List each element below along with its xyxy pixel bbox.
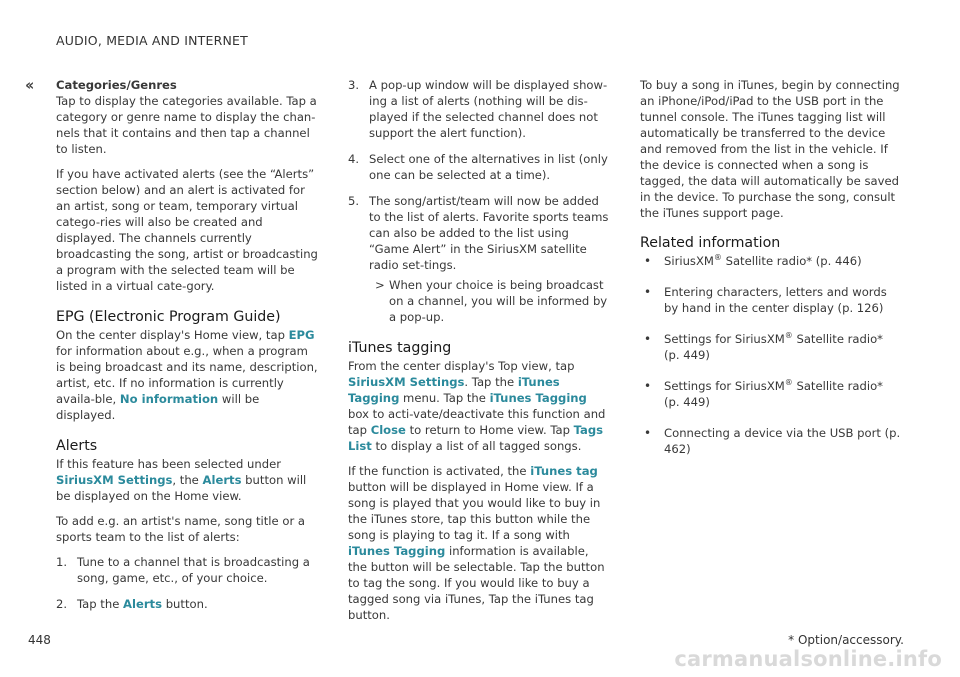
- itunes-tagging-heading: iTunes tagging: [348, 340, 452, 356]
- related-link-entering-characters[interactable]: • Entering characters, letters and words by hand in the center display (p. 126): [644, 285, 887, 315]
- column-3: [640, 77, 902, 472]
- related-information-list: [640, 253, 902, 457]
- alerts-steps-list-continued: [348, 77, 610, 325]
- alerts-steps-list: [56, 554, 318, 612]
- bullet-icon: •: [644, 426, 652, 440]
- siriusxm-settings-ui-label: SiriusXM Settings: [56, 473, 173, 487]
- related-link-usb-connection[interactable]: • Connecting a device via the USB port (p. 462): [644, 426, 901, 456]
- bullet-icon: •: [644, 379, 652, 393]
- categories-heading: Categories/Genres: [56, 78, 177, 92]
- itunes-tagging-paragraph: From the center display's Top view, tap SiriusXM Settings. Tap the iTunes Tagging menu. Tap the iTunes Tagging box to acti-vate/deactivate this function and tap Close to return to Home view. Tap Tags List to display a list of all tagged songs.: [348, 359, 606, 453]
- bullet-icon: •: [644, 332, 652, 346]
- alerts-paragraph: If this feature has been selected under SiriusXM Settings, the Alerts button will be displayed on the Home view.: [56, 457, 307, 503]
- result-arrow-icon: >: [375, 278, 385, 292]
- epg-ui-label: EPG: [288, 328, 315, 342]
- column-2: [348, 77, 610, 632]
- related-link-settings-satellite-radio-2[interactable]: • Settings for SiriusXM® Satellite radio* (p. 449): [644, 378, 883, 409]
- alerts-add-paragraph: To add e.g. an artist's name, song title or a sports team to the list of alerts:: [56, 514, 305, 544]
- page-header-title: AUDIO, MEDIA AND INTERNET: [56, 33, 248, 48]
- column-1: [56, 77, 318, 622]
- bullet-icon: •: [644, 254, 652, 268]
- step-result: > When your choice is being broadcast on a channel, you will be informed by a pop-up.: [375, 278, 608, 324]
- related-link-satellite-radio[interactable]: • SiriusXM® Satellite radio* (p. 446): [644, 253, 862, 268]
- list-item: 5. The song/artist/team will now be added to the list of alerts. Favorite sports teams can also be added to the list using “Game Alert” in the SiriusXM satellite radio set-tings. > When your choice is being broadcast on a channel, you will be informed by a pop-up.: [348, 194, 609, 324]
- alerts-ui-label: Alerts: [123, 597, 163, 611]
- watermark: carmanualsonline.info: [674, 647, 942, 671]
- related-information-heading: Related information: [640, 235, 781, 251]
- epg-heading: EPG (Electronic Program Guide): [56, 309, 281, 325]
- list-item: 2. Tap the Alerts button.: [56, 597, 208, 611]
- epg-paragraph: On the center display's Home view, tap EPG for information about e.g., when a program is being broadcast and its name, description, artist, etc. If no information is currently availa-ble, No information will be displayed.: [56, 328, 318, 422]
- itunes-tag-button-paragraph: If the function is activated, the iTunes tag button will be displayed in Home view. If a song is played that you would like to buy in the iTunes store, tap this button while the song is playing to tag it. If a song with iTunes Tagging information is available, the button will be selectable. Tap the button to tag the song. If you would like to buy a tagged song via iTunes, Tap the iTunes tag button.: [348, 464, 605, 622]
- buy-song-paragraph: To buy a song in iTunes, begin by connecting an iPhone/iPod/iPad to the USB port in the tunnel console. The iTunes tagging list will automatically be transferred to the device and removed from the list in the vehicle. If the device is connected when a song is tagged, the data will automatically be saved in the device. To purchase the song, consult the iTunes support page.: [640, 78, 900, 220]
- related-link-settings-satellite-radio[interactable]: • Settings for SiriusXM® Satellite radio* (p. 449): [644, 331, 883, 362]
- list-item: 1. Tune to a channel that is broadcasting a song, game, etc., of your choice.: [56, 555, 310, 585]
- bullet-icon: •: [644, 285, 652, 299]
- alerts-virtual-categories-paragraph: If you have activated alerts (see the “Alerts” section below) and an alert is activated for an artist, song or team, temporary virtual catego-ries will also be created and displayed. The channels currently broadcasting the song, artist or broadcasting a program with the selected team will be listed in a virtual cate-gory.: [56, 167, 318, 293]
- list-item: 4. Select one of the alternatives in list (only one can be selected at a time).: [348, 152, 608, 182]
- option-accessory-footnote: * Option/accessory.: [788, 633, 904, 647]
- no-information-ui-label: No information: [119, 392, 219, 406]
- page-number: 448: [28, 633, 51, 647]
- categories-paragraph: Tap to display the categories available. Tap a category or genre name to display the chan-nels that it contains and then tap a channel to listen.: [56, 94, 317, 156]
- list-item: 3. A pop-up window will be displayed show-ing a list of alerts (nothing will be dis-played if the selected channel does not support the alert function).: [348, 78, 608, 140]
- alerts-heading: Alerts: [56, 438, 98, 454]
- back-chevron-icon[interactable]: ‹‹: [25, 76, 32, 94]
- alerts-ui-label: Alerts: [202, 473, 242, 487]
